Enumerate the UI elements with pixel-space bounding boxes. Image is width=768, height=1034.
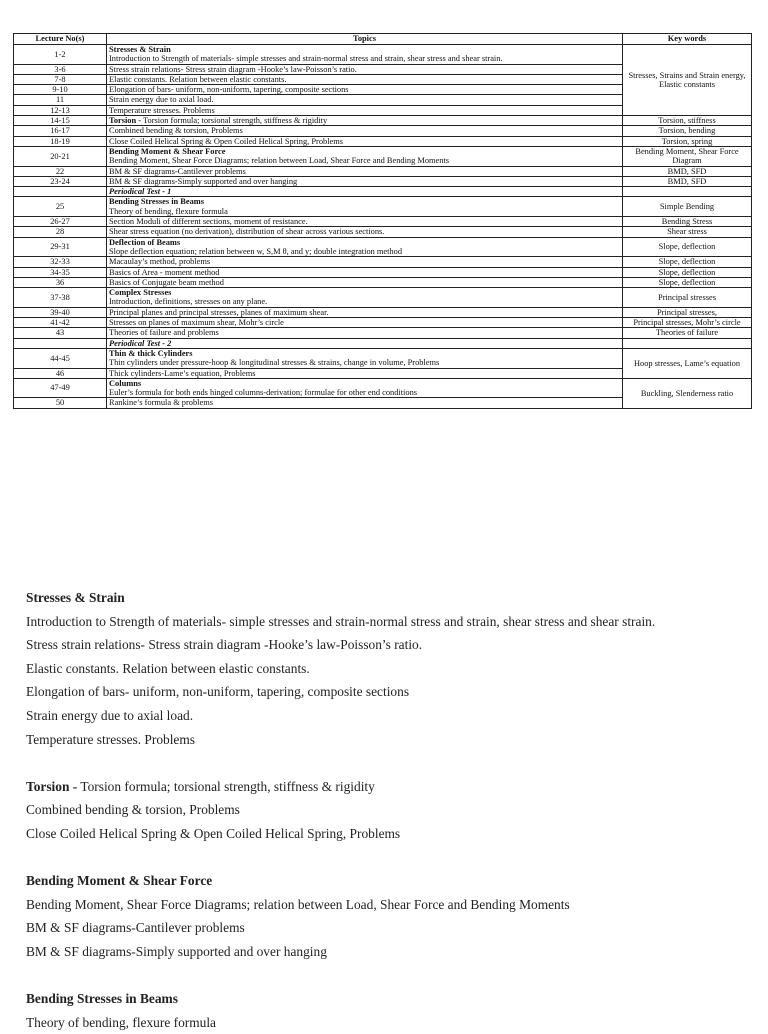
topic-description: Theories of failure and problems — [109, 328, 219, 338]
topic-description: Combined bending & torsion, Problems — [109, 126, 243, 136]
topic-cell — [107, 64, 623, 74]
table-row — [14, 277, 752, 287]
keywords-cell: Bending Stress — [623, 217, 752, 227]
table-header-row — [14, 34, 752, 45]
section-line: Bending Moment, Shear Force Diagrams; relation between Load, Shear Force and Bending Moments — [26, 896, 570, 912]
lecture-number-cell: 50 — [14, 398, 107, 408]
topic-description: Temperature stresses. Problems — [109, 105, 215, 115]
topic-heading: Deflection of Beams — [109, 237, 181, 247]
section-heading-text: Torsion formula; torsional strength, stiffness & rigidity — [80, 778, 375, 794]
section-heading-line — [26, 869, 746, 893]
lecture-number-cell: 41-42 — [14, 318, 107, 328]
topic-cell — [107, 277, 623, 287]
lecture-number-cell: 14-15 — [14, 116, 107, 126]
lecture-number-cell: 29-31 — [14, 237, 107, 257]
topic-description: Introduction to Strength of materials- simple stresses and strain-normal stress and strain, shear stress and shear strain. — [109, 54, 503, 64]
keywords-cell: Simple Bending — [623, 197, 752, 217]
syllabus-table — [13, 33, 752, 409]
section-heading: Bending Moment & Shear Force — [26, 873, 213, 889]
topic-description: Torsion formula; torsional strength, stiffness & rigidity — [143, 116, 328, 126]
topic-cell — [107, 237, 623, 257]
topic-description: Bending Moment, Shear Force Diagrams; relation between Load, Shear Force and Bending Moments — [109, 156, 450, 166]
keywords-cell: Shear stress — [623, 227, 752, 237]
topic-cell — [107, 348, 623, 368]
section-line: Stress strain relations- Stress strain diagram -Hooke’s law-Poisson’s ratio. — [26, 637, 423, 653]
section-heading-line — [26, 775, 746, 799]
topic-description: Strain energy due to axial load. — [109, 95, 214, 105]
keywords-cell: Stresses, Strains and Strain energy, Elastic constants — [623, 45, 752, 116]
section-gap — [26, 846, 746, 870]
topic-cell — [107, 126, 623, 136]
topic-cell — [107, 95, 623, 105]
topic-cell — [107, 398, 623, 408]
section-line: Close Coiled Helical Spring & Open Coiled Helical Spring, Problems — [26, 825, 401, 841]
lecture-number-cell: 37-38 — [14, 288, 107, 308]
section-line: Temperature stresses. Problems — [26, 731, 196, 747]
table-row — [14, 166, 752, 176]
topic-description: Euler’s formula for both ends hinged columns-derivation; formulae for other end conditions — [109, 388, 418, 398]
section-line: Introduction to Strength of materials- simple stresses and strain-normal stress and strain, shear stress and shear strain. — [26, 613, 656, 629]
section-heading-line — [26, 987, 746, 1011]
lecture-number-cell: 23-24 — [14, 176, 107, 186]
section-line: Elastic constants. Relation between elastic constants. — [26, 660, 310, 676]
table-row — [14, 288, 752, 308]
lecture-number-cell: 26-27 — [14, 217, 107, 227]
lecture-number-cell: 43 — [14, 328, 107, 338]
keywords-cell: Torsion, bending — [623, 126, 752, 136]
topic-cell — [107, 85, 623, 95]
lecture-number-cell: 7-8 — [14, 74, 107, 84]
topic-heading: Complex Stresses — [109, 288, 172, 298]
section-heading-line — [26, 586, 746, 610]
table-row — [14, 136, 752, 146]
topic-description: Basics of Conjugate beam method — [109, 277, 224, 287]
lecture-number-cell: 47-49 — [14, 378, 107, 398]
table-row — [14, 307, 752, 317]
lecture-number-cell: 11 — [14, 95, 107, 105]
keywords-cell: Buckling, Slenderness ratio — [623, 378, 752, 408]
lecture-number-cell: 22 — [14, 166, 107, 176]
keywords-cell — [623, 338, 752, 348]
syllabus-table-body — [14, 45, 752, 409]
lecture-number-cell: 32-33 — [14, 257, 107, 267]
keywords-cell: Theories of failure — [623, 328, 752, 338]
topic-description: Rankine’s formula & problems — [109, 398, 213, 408]
table-row — [14, 318, 752, 328]
table-row — [14, 328, 752, 338]
table-row — [14, 116, 752, 126]
table-row — [14, 237, 752, 257]
topic-heading: Bending Moment & Shear Force — [109, 146, 226, 156]
table-row — [14, 348, 752, 368]
lecture-number-cell: 3-6 — [14, 64, 107, 74]
periodical-test-label: Periodical Test - 2 — [109, 338, 172, 348]
topic-description: Macaulay’s method, problems — [109, 257, 211, 267]
keywords-cell: BMD, SFD — [623, 176, 752, 186]
section-heading: Stresses & Strain — [26, 590, 125, 605]
section-heading: Bending Stresses in Beams — [26, 991, 178, 1007]
lecture-number-cell: 25 — [14, 197, 107, 217]
table-row — [14, 176, 752, 186]
topic-description: BM & SF diagrams-Simply supported and over hanging — [109, 176, 298, 186]
topic-cell — [107, 197, 623, 217]
periodical-test-label: Periodical Test - 1 — [109, 187, 172, 197]
topic-description: Section Moduli of different sections, moment of resistance. — [109, 217, 308, 227]
keywords-cell: BMD, SFD — [623, 166, 752, 176]
topic-description: BM & SF diagrams-Cantilever problems — [109, 166, 246, 176]
lecture-number-cell: 28 — [14, 227, 107, 237]
keywords-cell: Hoop stresses, Lame’s equation — [623, 348, 752, 378]
topic-description: Theory of bending, flexure formula — [109, 206, 228, 216]
lecture-number-cell: 18-19 — [14, 136, 107, 146]
topic-cell — [107, 368, 623, 378]
lecture-number-cell: 1-2 — [14, 45, 107, 65]
table-row — [14, 197, 752, 217]
lecture-number-cell: 34-35 — [14, 267, 107, 277]
keywords-cell: Bending Moment, Shear Force Diagram — [623, 146, 752, 166]
topic-cell — [107, 318, 623, 328]
topic-cell — [107, 217, 623, 227]
table-row — [14, 338, 752, 348]
topic-description: Elongation of bars- uniform, non-uniform, tapering, composite sections — [109, 85, 349, 95]
table-row — [14, 187, 752, 197]
lecture-number-cell: 20-21 — [14, 146, 107, 166]
topic-cell — [107, 116, 623, 126]
topic-description: Elastic constants. Relation between elastic constants. — [109, 74, 287, 84]
topic-heading: Stresses & Strain — [109, 45, 171, 54]
lecture-number-cell: 12-13 — [14, 105, 107, 115]
topic-description: Basics of Area - moment method — [109, 267, 220, 277]
table-row — [14, 146, 752, 166]
keywords-cell: Principal stresses — [623, 288, 752, 308]
topic-cell — [107, 288, 623, 308]
table-row — [14, 45, 752, 65]
lecture-number-cell — [14, 187, 107, 197]
lecture-number-cell: 39-40 — [14, 307, 107, 317]
topic-cell — [107, 378, 623, 398]
section-heading: Torsion - — [26, 778, 78, 794]
lecture-number-cell: 16-17 — [14, 126, 107, 136]
header-lecture-no: Lecture No(s) — [14, 34, 107, 45]
section-line: Strain energy due to axial load. — [26, 707, 194, 723]
table-row — [14, 227, 752, 237]
table-row — [14, 378, 752, 398]
topic-heading: Bending Stresses in Beams — [109, 197, 205, 207]
topic-cell — [107, 307, 623, 317]
table-row — [14, 267, 752, 277]
table-row — [14, 217, 752, 227]
keywords-cell: Slope, deflection — [623, 237, 752, 257]
lecture-number-cell: 9-10 — [14, 85, 107, 95]
keywords-cell: Torsion, stiffness — [623, 116, 752, 126]
topic-cell — [107, 328, 623, 338]
topic-cell — [107, 146, 623, 166]
topic-cell — [107, 105, 623, 115]
section-line: BM & SF diagrams-Simply supported and over hanging — [26, 943, 327, 959]
lecture-number-cell: 44-45 — [14, 348, 107, 368]
keywords-cell: Slope, deflection — [623, 277, 752, 287]
topic-heading: Columns — [109, 378, 142, 388]
keywords-cell: Slope, deflection — [623, 267, 752, 277]
keywords-cell: Principal stresses, — [623, 307, 752, 317]
topic-description: Introduction, definitions, stresses on any plane. — [109, 297, 268, 307]
topic-cell — [107, 74, 623, 84]
topic-cell — [107, 257, 623, 267]
topic-cell — [107, 176, 623, 186]
lecture-number-cell: 46 — [14, 368, 107, 378]
topic-cell — [107, 136, 623, 146]
section-line: Theory of bending, flexure formula — [26, 1014, 217, 1030]
section-gap — [26, 964, 746, 988]
topic-cell — [107, 187, 623, 197]
topic-description: Thick cylinders-Lame’s equation, Problems — [109, 368, 256, 378]
section-line: Combined bending & torsion, Problems — [26, 802, 240, 818]
topic-description: Shear stress equation (no derivation), distribution of shear across various sections. — [109, 227, 385, 237]
lecture-number-cell: 36 — [14, 277, 107, 287]
section-line: BM & SF diagrams-Cantilever problems — [26, 920, 245, 936]
section-gap — [26, 751, 746, 775]
lecture-number-cell — [14, 338, 107, 348]
section-line: Elongation of bars- uniform, non-uniform, tapering, composite sections — [26, 684, 410, 700]
topic-cell — [107, 45, 623, 65]
keywords-cell: Slope, deflection — [623, 257, 752, 267]
topic-description: Stresses on planes of maximum shear, Mohr’s circle — [109, 318, 284, 328]
topic-description: Slope deflection equation; relation between w, S,M θ, and y; double integration method — [109, 246, 403, 256]
topic-description: Close Coiled Helical Spring & Open Coiled Helical Spring, Problems — [109, 136, 344, 146]
topic-heading: Torsion - — [109, 116, 142, 126]
table-row — [14, 126, 752, 136]
topic-cell — [107, 166, 623, 176]
topic-outline — [26, 586, 746, 1034]
topic-description: Thin cylinders under pressure-hoop & longitudinal stresses & strains, change in volume, Problems — [109, 358, 440, 368]
topic-description: Stress strain relations- Stress strain diagram -Hooke’s law-Poisson’s ratio. — [109, 64, 357, 74]
keywords-cell — [623, 187, 752, 197]
table-row — [14, 257, 752, 267]
header-key-words: Key words — [623, 34, 752, 45]
topic-cell — [107, 267, 623, 277]
topic-cell — [107, 338, 623, 348]
header-topics: Topics — [107, 34, 623, 45]
keywords-cell: Torsion, spring — [623, 136, 752, 146]
topic-cell — [107, 227, 623, 237]
topic-heading: Thin & thick Cylinders — [109, 348, 193, 358]
topic-description: Principal planes and principal stresses, planes of maximum shear. — [109, 307, 329, 317]
keywords-cell: Principal stresses, Mohr’s circle — [623, 318, 752, 328]
